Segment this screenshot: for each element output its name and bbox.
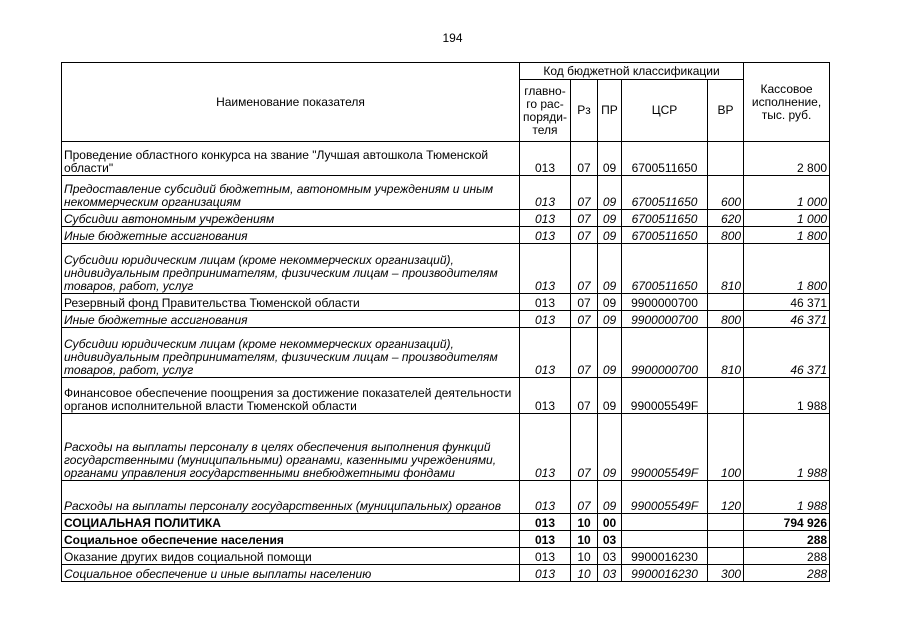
row-rz: 10 [571, 531, 598, 548]
row-rz: 07 [571, 142, 598, 176]
row-pr: 03 [598, 531, 622, 548]
row-name: Предоставление субсидий бюджетным, автономным учреждениям и иным некоммерческим организациям [62, 176, 520, 210]
row-pr: 09 [598, 227, 622, 244]
row-pr: 03 [598, 565, 622, 582]
row-vr [708, 378, 744, 414]
header-name: Наименование показателя [62, 63, 520, 142]
row-chief-code: 013 [520, 378, 571, 414]
row-csr: 990005549F [622, 378, 708, 414]
row-pr: 09 [598, 414, 622, 481]
table-row [62, 227, 830, 244]
row-amount: 46 371 [744, 311, 830, 328]
row-amount: 1 988 [744, 481, 830, 514]
table-row [62, 378, 830, 414]
table-row [62, 548, 830, 565]
row-chief-code: 013 [520, 176, 571, 210]
row-name: Субсидии автономным учреждениям [62, 210, 520, 227]
row-name: СОЦИАЛЬНАЯ ПОЛИТИКА [62, 514, 520, 531]
row-vr [708, 531, 744, 548]
row-name: Финансовое обеспечение поощрения за достижение показателей деятельности органов исполнительной власти Тюменской области [62, 378, 520, 414]
header-amount: Кассовое исполнение, тыс. руб. [744, 63, 830, 142]
page-number: 194 [442, 31, 463, 45]
row-name: Резервный фонд Правительства Тюменской области [62, 294, 520, 311]
row-chief-code: 013 [520, 531, 571, 548]
table-row [62, 514, 830, 531]
row-name: Субсидии юридическим лицам (кроме некоммерческих организаций), индивидуальным предпринимателям, физическим лицам – производителям товаров, работ, услуг [62, 244, 520, 294]
row-rz: 07 [571, 378, 598, 414]
row-chief-code: 013 [520, 414, 571, 481]
row-csr: 6700511650 [622, 244, 708, 294]
header-csr: ЦСР [622, 80, 708, 142]
row-amount: 794 926 [744, 514, 830, 531]
row-csr: 6700511650 [622, 210, 708, 227]
row-amount: 1 988 [744, 378, 830, 414]
row-pr: 09 [598, 328, 622, 378]
row-name: Социальное обеспечение и иные выплаты населению [62, 565, 520, 582]
row-name: Иные бюджетные ассигнования [62, 311, 520, 328]
row-pr: 09 [598, 378, 622, 414]
row-amount: 1 000 [744, 210, 830, 227]
row-vr: 810 [708, 328, 744, 378]
table-row [62, 531, 830, 548]
row-amount: 1 988 [744, 414, 830, 481]
row-vr [708, 142, 744, 176]
row-chief-code: 013 [520, 244, 571, 294]
row-amount: 1 800 [744, 244, 830, 294]
row-name: Расходы на выплаты персоналу государственных (муниципальных) органов [62, 481, 520, 514]
row-chief-code: 013 [520, 328, 571, 378]
row-vr: 800 [708, 227, 744, 244]
table-row [62, 328, 830, 378]
row-rz: 10 [571, 514, 598, 531]
table-row [62, 142, 830, 176]
row-rz: 10 [571, 565, 598, 582]
row-csr: 9900016230 [622, 548, 708, 565]
table-row [62, 176, 830, 210]
table-row [62, 414, 830, 481]
row-chief-code: 013 [520, 227, 571, 244]
row-vr [708, 548, 744, 565]
row-amount: 288 [744, 548, 830, 565]
row-csr: 6700511650 [622, 176, 708, 210]
row-vr: 120 [708, 481, 744, 514]
row-chief-code: 013 [520, 548, 571, 565]
row-rz: 07 [571, 328, 598, 378]
row-rz: 10 [571, 548, 598, 565]
header-pr: ПР [598, 80, 622, 142]
row-vr [708, 514, 744, 531]
row-rz: 07 [571, 311, 598, 328]
row-name: Социальное обеспечение населения [62, 531, 520, 548]
row-chief-code: 013 [520, 514, 571, 531]
row-pr: 09 [598, 311, 622, 328]
row-amount: 1 000 [744, 176, 830, 210]
row-pr: 09 [598, 210, 622, 227]
row-vr: 300 [708, 565, 744, 582]
table-row [62, 311, 830, 328]
row-chief-code: 013 [520, 311, 571, 328]
row-csr [622, 514, 708, 531]
header-vr: ВР [708, 80, 744, 142]
row-chief-code: 013 [520, 481, 571, 514]
row-name: Субсидии юридическим лицам (кроме некоммерческих организаций), индивидуальным предпринимателям, физическим лицам – производителям товаров, работ, услуг [62, 328, 520, 378]
row-vr: 100 [708, 414, 744, 481]
row-csr: 9900000700 [622, 328, 708, 378]
row-rz: 07 [571, 481, 598, 514]
row-csr: 990005549F [622, 414, 708, 481]
row-amount: 1 800 [744, 227, 830, 244]
row-rz: 07 [571, 210, 598, 227]
row-name: Проведение областного конкурса на звание "Лучшая автошкола Тюменской области" [62, 142, 520, 176]
row-csr: 6700511650 [622, 227, 708, 244]
header-rz: Рз [571, 80, 598, 142]
row-pr: 00 [598, 514, 622, 531]
row-chief-code: 013 [520, 294, 571, 311]
row-csr [622, 531, 708, 548]
row-pr: 09 [598, 176, 622, 210]
header-code-group: Код бюджетной классификации [520, 63, 744, 80]
row-csr: 6700511650 [622, 142, 708, 176]
table-body [62, 142, 830, 582]
row-csr: 9900000700 [622, 294, 708, 311]
row-csr: 9900000700 [622, 311, 708, 328]
row-csr: 990005549F [622, 481, 708, 514]
row-name: Расходы на выплаты персоналу в целях обеспечения выполнения функций государственными (муниципальными) органами, казенными учреждениями, органами управления государственными внебюджетными фондами [62, 414, 520, 481]
row-name: Иные бюджетные ассигнования [62, 227, 520, 244]
row-pr: 09 [598, 294, 622, 311]
row-amount: 2 800 [744, 142, 830, 176]
table-header-row-1 [62, 63, 830, 80]
row-vr: 810 [708, 244, 744, 294]
row-amount: 46 371 [744, 294, 830, 311]
row-vr: 600 [708, 176, 744, 210]
row-csr: 9900016230 [622, 565, 708, 582]
row-chief-code: 013 [520, 565, 571, 582]
row-pr: 09 [598, 142, 622, 176]
row-rz: 07 [571, 176, 598, 210]
row-rz: 07 [571, 414, 598, 481]
row-amount: 288 [744, 565, 830, 582]
row-rz: 07 [571, 227, 598, 244]
header-chief: главно-го рас-поряди-теля [520, 80, 571, 142]
row-chief-code: 013 [520, 210, 571, 227]
budget-execution-table [61, 62, 830, 582]
row-pr: 09 [598, 481, 622, 514]
row-vr: 620 [708, 210, 744, 227]
table-row [62, 481, 830, 514]
table-row [62, 244, 830, 294]
row-pr: 09 [598, 244, 622, 294]
row-vr [708, 294, 744, 311]
table-row [62, 210, 830, 227]
row-rz: 07 [571, 244, 598, 294]
row-chief-code: 013 [520, 142, 571, 176]
row-amount: 46 371 [744, 328, 830, 378]
row-pr: 03 [598, 548, 622, 565]
row-amount: 288 [744, 531, 830, 548]
row-vr: 800 [708, 311, 744, 328]
table-row [62, 565, 830, 582]
row-name: Оказание других видов социальной помощи [62, 548, 520, 565]
row-rz: 07 [571, 294, 598, 311]
table-row [62, 294, 830, 311]
